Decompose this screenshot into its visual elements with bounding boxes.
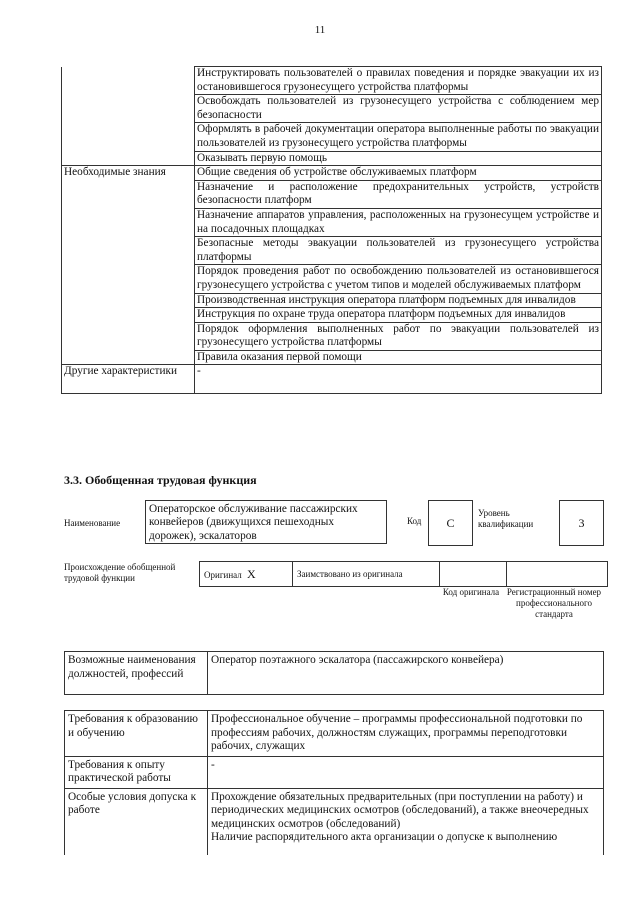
table-row xyxy=(62,123,602,151)
table-row xyxy=(62,293,602,308)
admission-value xyxy=(208,788,604,855)
action-cell: Оформлять в рабочей документации оператора выполненные работы по эвакуации пользователей из грузонесущего устройства платформы xyxy=(195,123,602,151)
origin-label: Происхождение обобщенной трудовой функции xyxy=(64,562,176,583)
admission-value-1: Прохождение обязательных предварительных (при поступлении на работу) и периодических медицинских осмотров (обследований), а также внеочередных медицинских осмотров (обследований) xyxy=(211,790,589,830)
experience-label: Требования к опыту практической работы xyxy=(65,756,208,788)
knowledge-cell: Порядок оформления выполненных работ по эвакуации пользователей из грузонесущего устройства платформы xyxy=(195,322,602,350)
table-row xyxy=(62,265,602,293)
knowledge-table xyxy=(61,66,602,394)
origin-table xyxy=(199,561,608,587)
reg-number-caption: Регистрационный номер профессионального стандарта xyxy=(506,587,602,619)
reg-number-cell xyxy=(507,562,608,587)
code-original-cell xyxy=(440,562,507,587)
table-row xyxy=(62,322,602,350)
table-row xyxy=(62,308,602,323)
borrowed-cell: Заимствовано из оригинала xyxy=(293,562,440,587)
action-cell: Инструктировать пользователей о правилах поведения и порядке эвакуации их из остановившегося грузонесущего устройства платформы xyxy=(195,67,602,95)
knowledge-cell: Инструкция по охране труда оператора платформ подъемных для инвалидов xyxy=(195,308,602,323)
knowledge-cell: Назначение аппаратов управления, расположенных на грузонесущем устройстве и на посадочных площадках xyxy=(195,208,602,236)
table-row xyxy=(62,237,602,265)
table-row xyxy=(62,365,602,394)
table-row xyxy=(65,788,604,855)
action-cell: Оказывать первую помощь xyxy=(195,151,602,166)
section-title: 3.3. Обобщенная трудовая функция xyxy=(64,473,257,487)
knowledge-cell: Общие сведения об устройстве обслуживаемых платформ xyxy=(195,166,602,181)
positions-label: Возможные наименования должностей, профессий xyxy=(65,652,208,695)
code-value: С xyxy=(428,500,473,546)
name-value: Операторское обслуживание пассажирских конвейеров (движущихся пешеходных дорожек), эскалаторов xyxy=(145,500,387,544)
table-row xyxy=(62,350,602,365)
admission-value-2: Наличие распорядительного акта организации о допуске к выполнению xyxy=(211,831,558,843)
code-label: Код xyxy=(407,516,422,526)
original-mark: X xyxy=(246,566,256,581)
knowledge-cell: Порядок проведения работ по освобождению пользователей из остановившегося грузонесущего устройства с учетом типов и моделей обслуживаемых платформ xyxy=(195,265,602,293)
table-row xyxy=(62,208,602,236)
knowledge-cell: Производственная инструкция оператора платформ подъемных для инвалидов xyxy=(195,293,602,308)
knowledge-label: Необходимые знания xyxy=(62,166,195,181)
name-label: Наименование xyxy=(64,518,121,528)
table-row xyxy=(65,652,604,695)
positions-value: Оператор поэтажного эскалатора (пассажирского конвейера) xyxy=(208,652,604,695)
level-value: 3 xyxy=(559,500,604,546)
education-label: Требования к образованию и обучению xyxy=(65,711,208,757)
original-cell xyxy=(200,562,293,587)
admission-label: Особые условия допуска к работе xyxy=(65,788,208,855)
knowledge-cell: Назначение и расположение предохранительных устройств, устройств безопасности платформ xyxy=(195,180,602,208)
table-row xyxy=(62,166,602,181)
table-row xyxy=(62,95,602,123)
table-row xyxy=(62,151,602,166)
table-row xyxy=(62,180,602,208)
other-value: - xyxy=(195,365,602,394)
table-row xyxy=(65,711,604,757)
experience-value: - xyxy=(208,756,604,788)
action-cell: Освобождать пользователей из грузонесущего устройства с соблюдением мер безопасности xyxy=(195,95,602,123)
requirements-table xyxy=(64,710,604,855)
positions-table xyxy=(64,651,604,695)
education-value: Профессиональное обучение – программы профессиональной подготовки по профессиям рабочих, должностям служащих, программы переподготовки рабочих, служащих xyxy=(208,711,604,757)
original-label: Оригинал xyxy=(204,569,242,580)
level-label: Уровень квалификации xyxy=(478,508,534,529)
table-row xyxy=(65,756,604,788)
knowledge-cell: Правила оказания первой помощи xyxy=(195,350,602,365)
other-label: Другие характеристики xyxy=(62,365,195,394)
knowledge-cell: Безопасные методы эвакуации пользователей из грузонесущего устройства платформы xyxy=(195,237,602,265)
page-number: 11 xyxy=(314,24,326,36)
table-row xyxy=(200,562,608,587)
table-row xyxy=(62,67,602,95)
code-original-caption: Код оригинала xyxy=(442,587,500,597)
